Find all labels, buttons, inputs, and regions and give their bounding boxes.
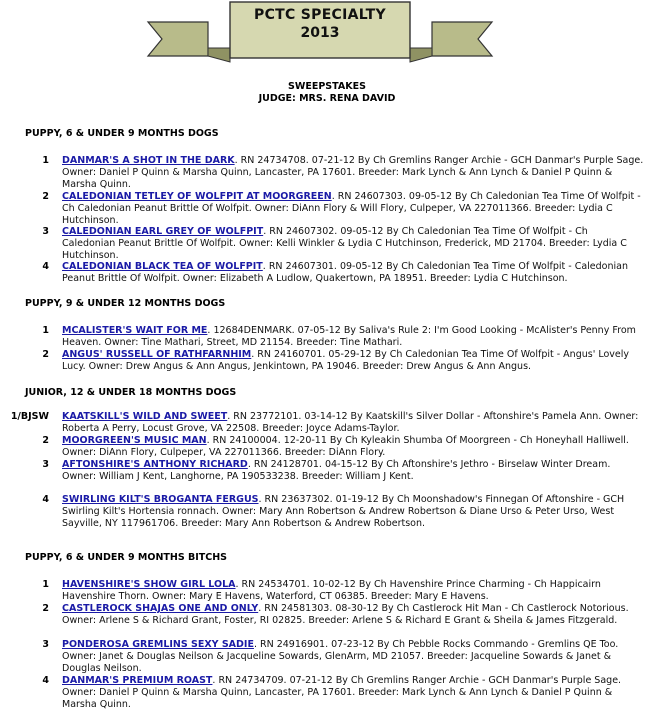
placement: 2 — [42, 603, 49, 614]
title-banner — [146, 0, 494, 66]
entry-details: . RN 24607303. 09-05-12 By Ch Caledonian Tea Time Of Wolfpit - Ch Caledonian Peanut Brittle Of Wolfpit. Owner: DiAnn Flory & Will Flory, Culpeper, VA 227011366. Breeder: Lydia C Hutchinson. — [62, 191, 641, 226]
judge-heading: JUDGE: MRS. RENA DAVID — [258, 93, 396, 104]
entry-details: . RN 24128701. 04-15-12 By Ch Aftonshire's Jethro - Birselaw Winter Dream. Owner: William J Kent, Langhorne, PA 190533238. Breeder: William J Kent. — [62, 459, 611, 482]
dog-name-link[interactable]: CALEDONIAN TETLEY OF WOLFPIT AT MOORGREEN — [62, 191, 332, 202]
placement: 3 — [42, 226, 49, 237]
dog-name-link[interactable]: MOORGREEN'S MUSIC MAN — [62, 435, 207, 446]
dog-name-link[interactable]: DANMAR'S PREMIUM ROAST — [62, 675, 213, 686]
placement: 3 — [42, 639, 49, 650]
placement: 1/BJSW — [10, 411, 49, 422]
dog-name-link[interactable]: CALEDONIAN BLACK TEA OF WOLFPIT — [62, 261, 263, 272]
placement: 2 — [42, 191, 49, 202]
dog-name-link[interactable]: SWIRLING KILT'S BROGANTA FERGUS — [62, 494, 259, 505]
entry-details: . RN 24581303. 08-30-12 By Ch Castlerock Hit Man - Ch Castlerock Notorious. Owner: Arlene S & Richard Grant, Foster, RI 02825. Breeder: Arlene S & Richard E Grant & Sheila & James Fitzgerald. — [62, 603, 629, 626]
placement: 1 — [42, 579, 49, 590]
dog-name-link[interactable]: ANGUS' RUSSELL OF RATHFARNHIM — [62, 349, 252, 360]
entry-details: . 12684DENMARK. 07-05-12 By Saliva's Rule 2: I'm Good Looking - McAlister's Penny From Heaven. Owner: Tine Mathari, Street, MD 21154. Breeder: Tine Mathari. — [62, 325, 636, 348]
section-title: PUPPY, 6 & UNDER 9 MONTHS BITCHS — [25, 552, 227, 563]
dog-name-link[interactable]: AFTONSHIRE'S ANTHONY RICHARD — [62, 459, 248, 470]
dog-name-link[interactable]: KAATSKILL'S WILD AND SWEET — [62, 411, 228, 422]
entry-details: . RN 24100004. 12-20-11 By Ch Kyleakin Shumba Of Moorgreen - Ch Honeyhall Halliwell. Owner: DiAnn Flory, Culpeper, VA 227011366. Breeder: DiAnn Flory. — [62, 435, 629, 458]
entry-details: . RN 23772101. 03-14-12 By Kaatskill's Silver Dollar - Aftonshire's Pamela Ann. Owner: Roberta A Perry, Locust Grove, VA 22508. Breeder: Joyce Adams-Taylor. — [62, 411, 639, 434]
dog-name-link[interactable]: PONDEROSA GREMLINS SEXY SADIE — [62, 639, 254, 650]
entry-details: . RN 24734708. 07-21-12 By Ch Gremlins Ranger Archie - GCH Danmar's Purple Sage. Owner: Daniel P Quinn & Marsha Quinn, Lancaster, PA 17601. Breeder: Mark Lynch & Ann Lynch & Daniel P Quinn & Marsha Quinn. — [62, 155, 644, 190]
placement: 2 — [42, 349, 49, 360]
dog-name-link[interactable]: HAVENSHIRE'S SHOW GIRL LOLA — [62, 579, 236, 590]
section-title: PUPPY, 6 & UNDER 9 MONTHS DOGS — [25, 128, 219, 139]
dog-name-link[interactable]: DANMAR'S A SHOT IN THE DARK — [62, 155, 235, 166]
entry-details: . RN 24607301. 09-05-12 By Ch Caledonian Tea Time Of Wolfpit - Caledonian Peanut Brittle Of Wolfpit. Owner: Elizabeth A Ludlow, Quakertown, PA 18951. Breeder: Lydia C Hutchinson. — [62, 261, 628, 284]
entry-details: . RN 23637302. 01-19-12 By Ch Moonshadow's Finnegan Of Aftonshire - GCH Swirling Kilt's Hortensia ronnach. Owner: Mary Ann Robertson & Andrew Robertson & Diane Urso & Peter Urso, West Sayville, NY 117961706. Breeder: Mary Ann Robertson & Andrew Robertson. — [62, 494, 625, 529]
entry-details: . RN 24916901. 07-23-12 By Ch Pebble Rocks Commando - Gremlins QE Too. Owner: Janet & Douglas Neilson & Jacqueline Sowards, GlenArm, MD 21057. Breeder: Jacqueline Sowards & Janet & Douglas Neilson. — [62, 639, 619, 674]
section-title: PUPPY, 9 & UNDER 12 MONTHS DOGS — [25, 298, 226, 309]
placement: 1 — [42, 155, 49, 166]
dog-name-link[interactable]: CALEDONIAN EARL GREY OF WOLFPIT — [62, 226, 264, 237]
dog-name-link[interactable]: CASTLEROCK SHAJAS ONE AND ONLY — [62, 603, 259, 614]
placement: 4 — [42, 261, 49, 272]
placement: 2 — [42, 435, 49, 446]
placement: 3 — [42, 459, 49, 470]
banner-title: PCTC SPECIALTY — [254, 7, 386, 23]
dog-name-link[interactable]: MCALISTER'S WAIT FOR ME — [62, 325, 208, 336]
entry-details: . RN 24734709. 07-21-12 By Ch Gremlins Ranger Archie - GCH Danmar's Purple Sage. Owner: Daniel P Quinn & Marsha Quinn, Lancaster, PA 17601. Breeder: Mark Lynch & Ann Lynch & Daniel P Quinn & Marsha Quinn. — [62, 675, 622, 710]
entry-details: . RN 24534701. 10-02-12 By Ch Havenshire Prince Charming - Ch Happicairn Havenshire Thorn. Owner: Mary E Havens, Waterford, CT 06385. Breeder: Mary E Havens. — [62, 579, 601, 602]
entry-details: . RN 24160701. 05-29-12 By Ch Caledonian Tea Time Of Wolfpit - Angus' Lovely Lucy. Owner: Drew Angus & Ann Angus, Jenkintown, PA 19046. Breeder: Drew Angus & Ann Angus. — [62, 349, 630, 372]
section-title: JUNIOR, 12 & UNDER 18 MONTHS DOGS — [25, 387, 237, 398]
placement: 1 — [42, 325, 49, 336]
placement: 4 — [42, 494, 49, 505]
placement: 4 — [42, 675, 49, 686]
entry-details: . RN 24607302. 09-05-12 By Ch Caledonian Tea Time Of Wolfpit - Ch Caledonian Peanut Brittle Of Wolfpit. Owner: Kelli Winkler & Lydia C Hutchinson, Frederick, MD 21704. Breeder: Lydia C Hutchinson. — [62, 226, 627, 261]
event-heading: SWEEPSTAKES — [288, 81, 366, 92]
banner-year: 2013 — [300, 25, 340, 41]
